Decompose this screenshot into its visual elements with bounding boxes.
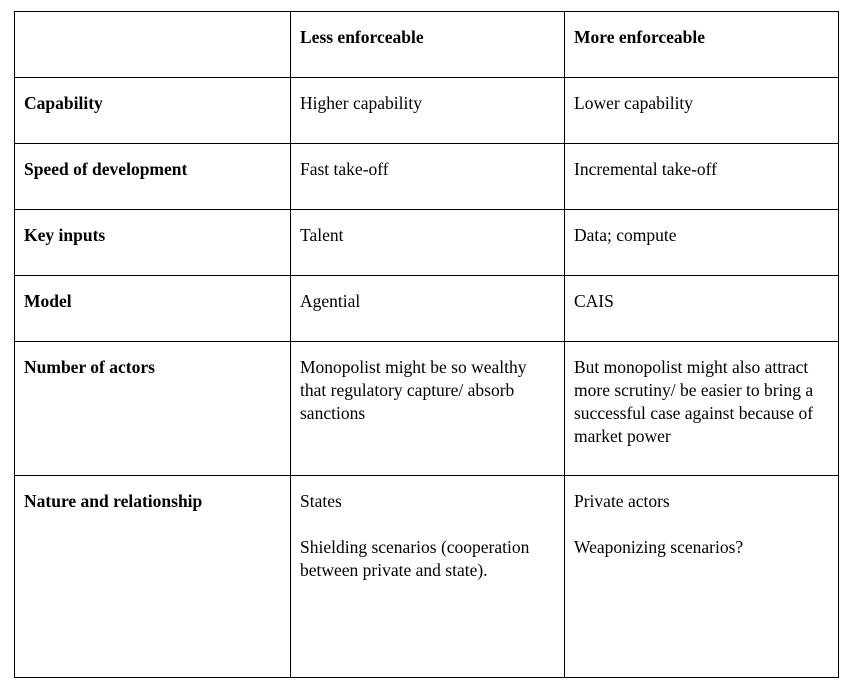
cell-text: Lower capability: [574, 93, 694, 113]
more-enforceable-cell: [565, 342, 839, 476]
less-enforceable-cell: [291, 276, 565, 342]
row-label: Model: [15, 276, 291, 342]
row-label: Capability: [15, 78, 291, 144]
header-cell-less-enforceable: Less enforceable: [291, 12, 565, 78]
less-enforceable-cell: [291, 210, 565, 276]
cell-text: But monopolist might also attract more scrutiny/ be easier to bring a successful case against because of market power: [574, 357, 814, 446]
cell-text: Weaponizing scenarios?: [574, 537, 744, 557]
more-enforceable-cell: [565, 210, 839, 276]
cell-text: Private actors: [574, 491, 670, 511]
cell-text: Fast take-off: [300, 159, 389, 179]
less-enforceable-cell: [291, 476, 565, 678]
table-row: [15, 342, 839, 476]
more-enforceable-cell: [565, 144, 839, 210]
more-enforceable-cell: [565, 476, 839, 678]
table-row: [15, 210, 839, 276]
cell-text: Agential: [300, 291, 361, 311]
cell-text: CAIS: [574, 291, 614, 311]
row-label: Nature and relationship: [15, 476, 291, 678]
table-row: [15, 144, 839, 210]
header-cell-empty: [15, 12, 291, 78]
less-enforceable-cell: [291, 78, 565, 144]
row-label: Number of actors: [15, 342, 291, 476]
header-cell-more-enforceable: More enforceable: [565, 12, 839, 78]
cell-text: Higher capability: [300, 93, 422, 113]
cell-text: Monopolist might be so wealthy that regulatory capture/ absorb sanctions: [300, 357, 527, 423]
table-row: [15, 276, 839, 342]
table-row: [15, 476, 839, 678]
more-enforceable-cell: [565, 276, 839, 342]
enforceability-table: [14, 11, 839, 678]
cell-text: Incremental take-off: [574, 159, 717, 179]
more-enforceable-cell: [565, 78, 839, 144]
table-header-row: [15, 12, 839, 78]
cell-text: Talent: [300, 225, 344, 245]
cell-text: Data; compute: [574, 225, 677, 245]
less-enforceable-cell: [291, 144, 565, 210]
cell-text: States: [300, 491, 342, 511]
table-row: [15, 78, 839, 144]
row-label: Key inputs: [15, 210, 291, 276]
cell-text: Shielding scenarios (cooperation between private and state).: [300, 537, 530, 580]
row-label: Speed of development: [15, 144, 291, 210]
less-enforceable-cell: [291, 342, 565, 476]
